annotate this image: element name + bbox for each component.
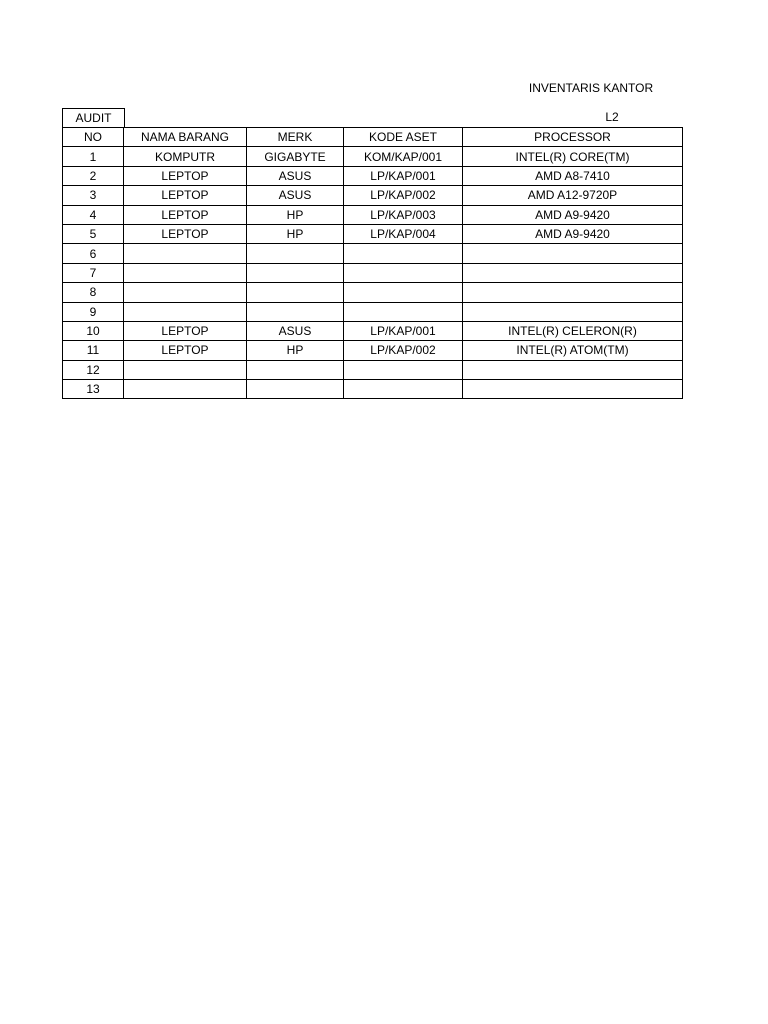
cell-nama-barang: LEPTOP: [124, 205, 247, 224]
cell-nama-barang: LEPTOP: [124, 186, 247, 205]
cell-merk: [247, 380, 344, 399]
table-row: [63, 186, 683, 205]
cell-merk: ASUS: [247, 321, 344, 340]
table-row: [63, 224, 683, 243]
cell-processor: [463, 302, 683, 321]
column-header-processor: PROCESSOR: [463, 128, 683, 147]
cell-kode-aset: [344, 302, 463, 321]
cell-nama-barang: [124, 302, 247, 321]
cell-merk: [247, 302, 344, 321]
column-header-nama-barang: NAMA BARANG: [124, 128, 247, 147]
cell-kode-aset: LP/KAP/002: [344, 341, 463, 360]
cell-nama-barang: LEPTOP: [124, 341, 247, 360]
audit-label: AUDIT: [62, 108, 125, 127]
cell-nama-barang: [124, 263, 247, 282]
cell-merk: [247, 263, 344, 282]
cell-no: 8: [63, 283, 124, 302]
table-row: [63, 263, 683, 282]
cell-kode-aset: LP/KAP/003: [344, 205, 463, 224]
cell-kode-aset: [344, 244, 463, 263]
inventory-table: [62, 127, 683, 399]
table-row: [63, 321, 683, 340]
cell-nama-barang: LEPTOP: [124, 321, 247, 340]
cell-kode-aset: LP/KAP/004: [344, 224, 463, 243]
cell-processor: INTEL(R) CORE(TM): [463, 147, 683, 166]
cell-kode-aset: LP/KAP/002: [344, 186, 463, 205]
cell-kode-aset: [344, 283, 463, 302]
cell-no: 3: [63, 186, 124, 205]
column-header-merk: MERK: [247, 128, 344, 147]
cell-nama-barang: [124, 360, 247, 379]
page-title: INVENTARIS KANTOR: [528, 81, 654, 95]
cell-nama-barang: LEPTOP: [124, 224, 247, 243]
cell-kode-aset: LP/KAP/001: [344, 321, 463, 340]
cell-processor: AMD A12-9720P: [463, 186, 683, 205]
cell-no: 11: [63, 341, 124, 360]
cell-processor: [463, 360, 683, 379]
cell-merk: GIGABYTE: [247, 147, 344, 166]
cell-merk: HP: [247, 205, 344, 224]
cell-nama-barang: [124, 380, 247, 399]
cell-kode-aset: [344, 263, 463, 282]
cell-processor: [463, 380, 683, 399]
column-header-no: NO: [63, 128, 124, 147]
cell-merk: HP: [247, 224, 344, 243]
cell-no: 5: [63, 224, 124, 243]
cell-no: 4: [63, 205, 124, 224]
cell-no: 1: [63, 147, 124, 166]
cell-processor: INTEL(R) CELERON(R): [463, 321, 683, 340]
cell-processor: AMD A9-9420: [463, 224, 683, 243]
cell-no: 10: [63, 321, 124, 340]
cell-processor: [463, 263, 683, 282]
cell-kode-aset: LP/KAP/001: [344, 166, 463, 185]
cell-kode-aset: [344, 380, 463, 399]
cell-merk: [247, 360, 344, 379]
cell-kode-aset: [344, 360, 463, 379]
table-row: [63, 147, 683, 166]
cell-kode-aset: KOM/KAP/001: [344, 147, 463, 166]
cell-nama-barang: [124, 283, 247, 302]
table-header-row: [63, 128, 683, 147]
table-row: [63, 244, 683, 263]
cell-merk: HP: [247, 341, 344, 360]
cell-nama-barang: LEPTOP: [124, 166, 247, 185]
table-row: [63, 166, 683, 185]
column-header-kode-aset: KODE ASET: [344, 128, 463, 147]
cell-nama-barang: KOMPUTR: [124, 147, 247, 166]
cell-no: 12: [63, 360, 124, 379]
cell-no: 9: [63, 302, 124, 321]
table-row: [63, 380, 683, 399]
cell-no: 2: [63, 166, 124, 185]
cell-no: 13: [63, 380, 124, 399]
cell-processor: [463, 283, 683, 302]
table-row: [63, 283, 683, 302]
table-row: [63, 205, 683, 224]
cell-processor: [463, 244, 683, 263]
table-row: [63, 302, 683, 321]
table-row: [63, 360, 683, 379]
cell-processor: AMD A8-7410: [463, 166, 683, 185]
cell-merk: ASUS: [247, 186, 344, 205]
cell-no: 6: [63, 244, 124, 263]
table-row: [63, 341, 683, 360]
cell-processor: AMD A9-9420: [463, 205, 683, 224]
cell-no: 7: [63, 263, 124, 282]
sheet-label: L2: [605, 110, 619, 124]
cell-nama-barang: [124, 244, 247, 263]
cell-merk: [247, 283, 344, 302]
cell-merk: ASUS: [247, 166, 344, 185]
cell-merk: [247, 244, 344, 263]
cell-processor: INTEL(R) ATOM(TM): [463, 341, 683, 360]
